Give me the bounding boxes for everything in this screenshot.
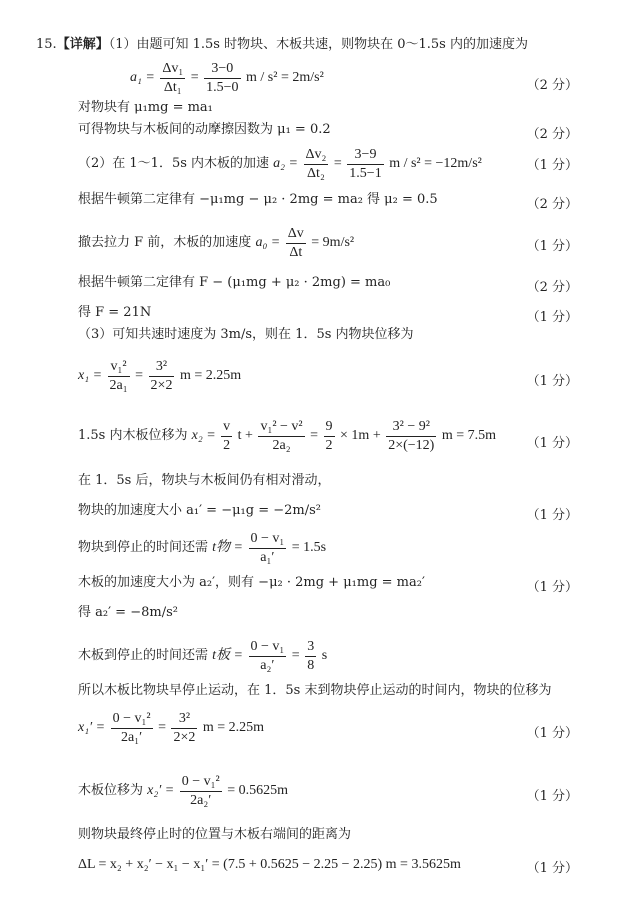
equation-t-block: 物块到停止的时间还需 t物 = $\frac{\text{0 − v₁}}{\text{a₁′}}$ = 1.5s (78, 531, 327, 565)
equation-x1: x₁ = $\frac{\text{v₁²}}{\text{2a₁}}$ = $\frac{\text{3²}}{2\times 2}$ m = 2.25m (78, 359, 242, 393)
text-line: 物块的加速度大小 a₁′ = −μ₁g = −2m/s² (78, 503, 321, 518)
detail-tag: 【详解】 (56, 37, 109, 52)
text-line: 得 a₂′ = −8m/s² (78, 605, 178, 620)
score: （2 分） (526, 280, 578, 295)
equation-x1-prime: x₁′ = $\frac{\text{0 − v₁²}}{\text{2a₁′}}$ = $\frac{\text{3²}}{2\times 2}$ m = 2.25m (78, 711, 265, 745)
text-line: 对物块有 μ₁mg = ma₁ (78, 100, 213, 115)
score: （1 分） (526, 436, 578, 451)
score: （1 分） (526, 726, 578, 741)
text-line: 所以木板比物块早停止运动，在 1．5s 末到物块停止运动的时间内，物块的位移为 (78, 683, 552, 698)
text-line: 根据牛顿第二定律有 F − (μ₁mg + μ₂ · 2mg) = ma₀ (78, 275, 391, 290)
score: （1 分） (526, 861, 578, 876)
equation-x2-prime: 木板位移为 x₂′ = $\frac{\text{0 − v₁²}}{\text{2a₂′}}$ = 0.5625m (78, 774, 289, 808)
score: （1 分） (526, 239, 578, 254)
text-line: 根据牛顿第二定律有 −μ₁mg − μ₂ · 2mg = ma₂ 得 μ₂ = 0.5 (78, 192, 438, 207)
score: （1 分） (526, 310, 578, 325)
score: （1 分） (526, 374, 578, 389)
score: （1 分） (526, 508, 578, 523)
equation-a2: （2）在 1～1．5s 内木板的加速 a₂ = $\frac{\text{Δv₂}}{\text{Δt₂}}$ = $\frac{3-9}{1.5-1}$ m / s² = −12m/s² (78, 147, 482, 181)
equation-a1: a₁ = $\frac{\text{Δv₁}}{\text{Δt₁}}$ = $\frac{3-0}{1.5-0}$ m / s² = 2m/s² (130, 61, 324, 95)
intro-text: （1）由题可知 1.5s 时物块、木板共速，则物块在 0～1.5s 内的加速度为 (108, 37, 528, 52)
score: （1 分） (526, 580, 578, 595)
equation-a0: 撤去拉力 F 前，木板的加速度 a₀ = $\frac{\Delta v}{\Delta t}$ = 9m/s² (78, 226, 355, 260)
question-number: 15. (36, 37, 57, 52)
text-line: 则物块最终停止时的位置与木板右端间的距离为 (78, 827, 352, 842)
score: （1 分） (526, 158, 578, 173)
text-line: 木板的加速度大小为 a₂′，则有 −μ₂ · 2mg + μ₁mg = ma₂′ (78, 575, 425, 590)
text-line: 得 F = 21N (78, 305, 152, 320)
text-line: 可得物块与木板间的动摩擦因数为 μ₁ = 0.2 (78, 122, 331, 137)
equation-delta-l: ΔL = x₂ + x₂′ − x₁ − x₁′ = (7.5 + 0.5625 − 2.25 − 2.25) m = 3.5625m (78, 857, 461, 872)
equation-t-board: 木板到停止的时间还需 t板 = $\frac{\text{0 − v₁}}{\text{a₂′}}$ = $\frac{3}{8}$ s (78, 639, 328, 673)
score: （2 分） (526, 78, 578, 93)
score: （1 分） (526, 789, 578, 804)
equation-x2: 1.5s 内木板位移为 x₂ = $\frac{v}{2}$ t + $\frac{\text{v₁² − v²}}{\text{2a₂}}$ = $\frac{9}{2}$ × 1m + $\frac{\text{3² − 9²}}{2\times(-12)}$ m = 7.5m (78, 419, 497, 453)
score: （2 分） (526, 127, 578, 142)
text-line: 在 1．5s 后，物块与木板间仍有相对滑动， (78, 473, 331, 488)
question-header (36, 38, 528, 53)
score: （2 分） (526, 197, 578, 212)
text-line: （3）可知共速时速度为 3m/s，则在 1．5s 内物块位移为 (78, 327, 414, 342)
